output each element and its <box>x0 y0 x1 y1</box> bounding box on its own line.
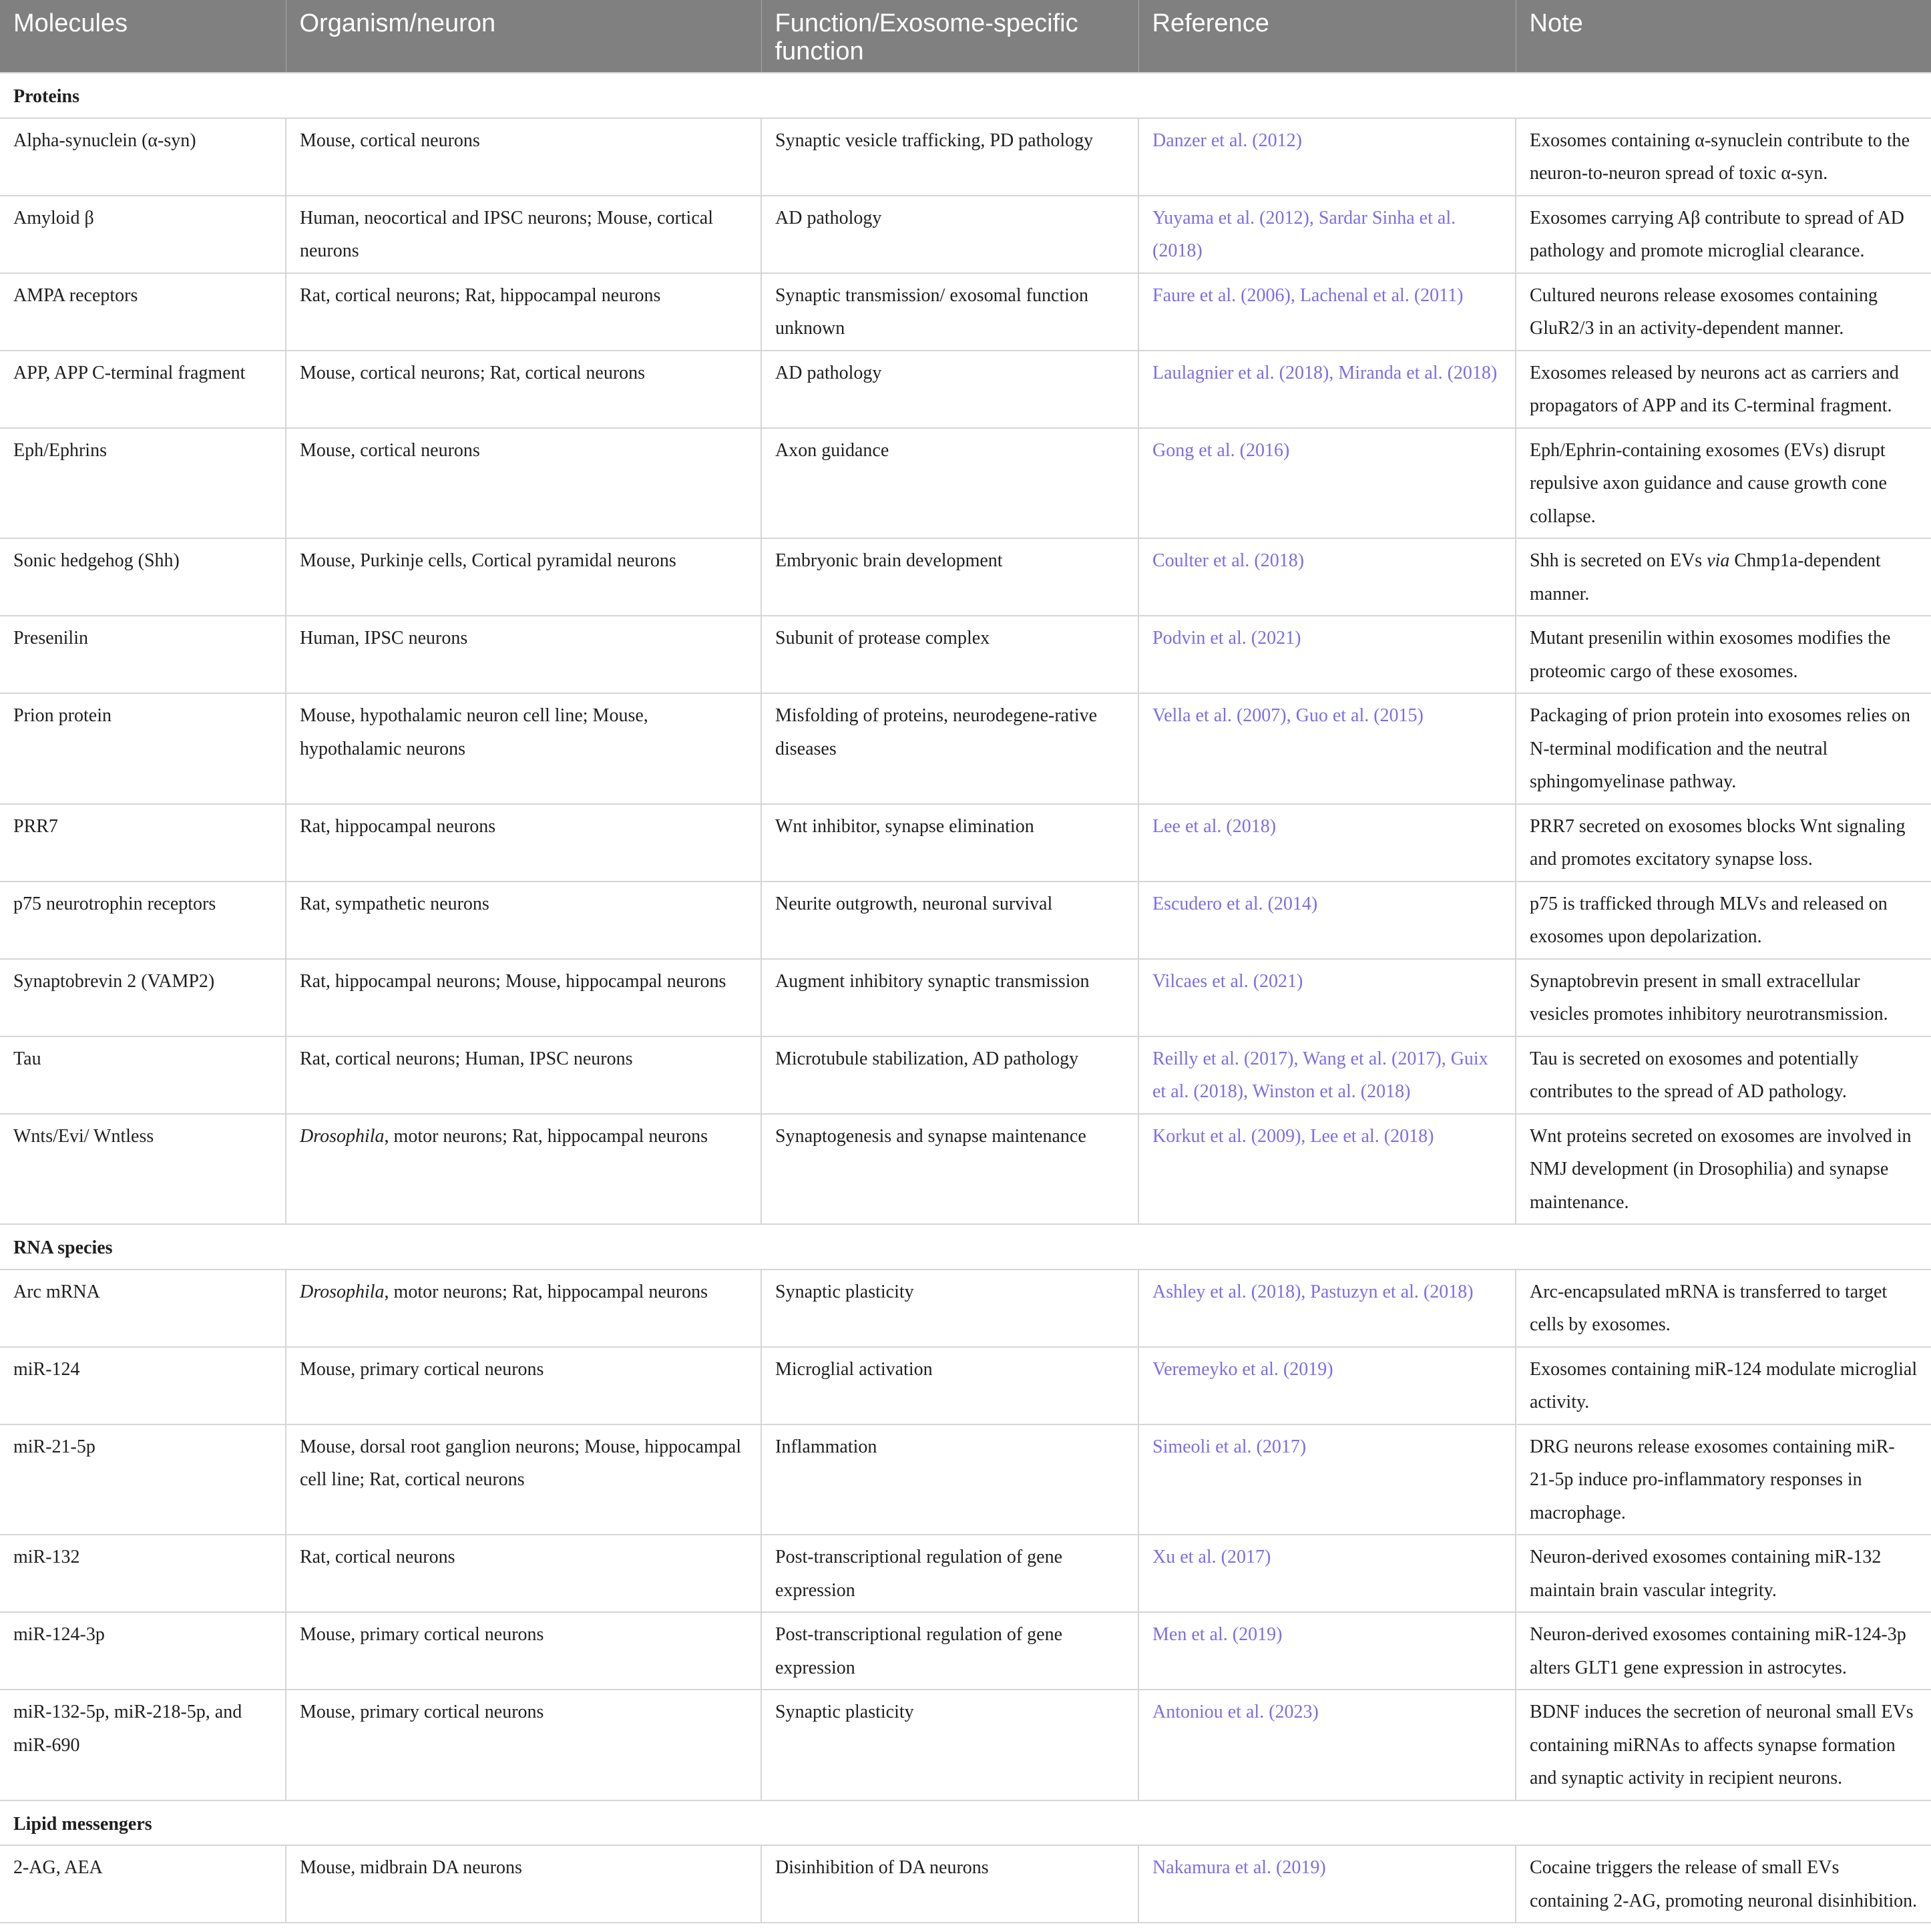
table-row <box>0 118 1931 196</box>
organism-text: Rat, cortical neurons <box>300 1547 455 1567</box>
function-cell: Misfolding of proteins, neurodegene-rative diseases <box>761 693 1138 804</box>
molecule-cell: Amyloid β <box>0 196 286 273</box>
table-body <box>0 73 1931 1923</box>
table-row <box>0 1347 1931 1424</box>
note-cell <box>1516 351 1931 428</box>
organism-text: Rat, cortical neurons; Human, IPSC neurons <box>300 1048 633 1069</box>
note-cell <box>1516 1036 1931 1114</box>
organism-cell <box>286 351 761 428</box>
table-row <box>0 693 1931 804</box>
organism-text: Mouse, primary cortical neurons <box>300 1358 544 1380</box>
reference-link[interactable]: Laulagnier et al. (2018), Miranda et al. (2018) <box>1152 362 1498 383</box>
reference-cell <box>1138 693 1516 804</box>
molecule-cell: p75 neurotrophin receptors <box>0 882 286 959</box>
organism-cell <box>286 118 761 196</box>
table-row <box>0 882 1931 959</box>
note-cell <box>1516 693 1931 804</box>
reference-link[interactable]: Lee et al. (2018) <box>1152 815 1277 837</box>
note-text: Eph/Ephrin-containing exosomes (EVs) disrupt repulsive axon guidance and cause growth cone collapse. <box>1530 439 1887 527</box>
organism-text: Mouse, cortical neurons <box>300 130 480 151</box>
organism-cell <box>286 882 761 959</box>
reference-cell <box>1138 538 1516 616</box>
function-cell: AD pathology <box>761 196 1138 273</box>
section-title: Proteins <box>0 73 1931 118</box>
reference-cell <box>1138 1270 1516 1347</box>
note-text: via <box>1707 550 1730 571</box>
header-molecules: Molecules <box>0 0 286 73</box>
reference-cell <box>1138 118 1516 196</box>
function-cell: Wnt inhibitor, synapse elimination <box>761 804 1138 882</box>
reference-cell <box>1138 273 1516 351</box>
function-cell: Post-transcriptional regulation of gene expression <box>761 1535 1138 1612</box>
function-cell: Augment inhibitory synaptic transmission <box>761 959 1138 1036</box>
organism-text: Rat, sympathetic neurons <box>300 893 489 914</box>
reference-cell <box>1138 428 1516 539</box>
molecule-cell: Eph/Ephrins <box>0 428 286 539</box>
reference-link[interactable]: Sardar Sinha et al. (2018) <box>1152 207 1456 261</box>
header-row <box>0 0 1931 73</box>
molecule-cell: Presenilin <box>0 616 286 693</box>
table-row <box>0 351 1931 428</box>
organism-text: Rat, cortical neurons; Rat, hippocampal neurons <box>300 284 661 306</box>
table-row <box>0 1270 1931 1347</box>
reference-link[interactable]: Korkut et al. (2009), Lee et al. (2018) <box>1152 1125 1434 1147</box>
reference-link[interactable]: Vilcaes et al. (2021) <box>1152 970 1303 992</box>
note-cell <box>1516 882 1931 959</box>
function-cell: Synaptic plasticity <box>761 1690 1138 1800</box>
molecule-cell: miR-132 <box>0 1535 286 1612</box>
reference-separator: , <box>1293 1048 1303 1069</box>
section-title: RNA species <box>0 1224 1931 1270</box>
note-text: Packaging of prion protein into exosomes relies on N-terminal modification and the neutral sphingomyelinase pathway. <box>1530 705 1910 792</box>
note-text: Exosomes released by neurons act as carriers and propagators of APP and its C-terminal fragment. <box>1530 362 1899 416</box>
function-cell: Post-transcriptional regulation of gene expression <box>761 1612 1138 1690</box>
organism-cell <box>286 1612 761 1690</box>
organism-cell <box>286 1036 761 1114</box>
header-reference: Reference <box>1138 0 1516 73</box>
organism-text: Drosophila <box>300 1125 385 1147</box>
reference-link[interactable]: Ashley et al. (2018), Pastuzyn et al. (2018) <box>1152 1281 1474 1302</box>
reference-link[interactable]: Yuyama et al. (2012) <box>1152 207 1309 228</box>
reference-link[interactable]: Reilly et al. (2017) <box>1152 1048 1294 1069</box>
organism-cell <box>286 616 761 693</box>
table-row <box>0 538 1931 616</box>
header-note: Note <box>1516 0 1931 73</box>
note-text: Exosomes containing miR-124 modulate microglial activity. <box>1530 1358 1918 1412</box>
reference-cell <box>1138 1690 1516 1800</box>
note-cell <box>1516 196 1931 273</box>
reference-cell <box>1138 959 1516 1036</box>
organism-cell <box>286 959 761 1036</box>
organism-cell <box>286 428 761 539</box>
note-cell <box>1516 959 1931 1036</box>
organism-text: Mouse, Purkinje cells, Cortical pyramidal neurons <box>300 550 676 571</box>
reference-cell <box>1138 1036 1516 1114</box>
note-text: p75 is trafficked through MLVs and released on exosomes upon depolarization. <box>1530 893 1888 947</box>
reference-separator: , <box>1441 1048 1451 1069</box>
organism-text: Mouse, midbrain DA neurons <box>300 1857 522 1878</box>
function-cell: Synaptic vesicle trafficking, PD pathology <box>761 118 1138 196</box>
organism-text: Human, neocortical and IPSC neurons; Mouse, cortical neurons <box>300 207 713 261</box>
function-cell: Embryonic brain development <box>761 538 1138 616</box>
note-cell <box>1516 118 1931 196</box>
organism-text: Mouse, hypothalamic neuron cell line; Mouse, hypothalamic neurons <box>300 705 648 759</box>
note-cell <box>1516 428 1931 539</box>
organism-text: Rat, hippocampal neurons; Mouse, hippocampal neurons <box>300 970 726 992</box>
organism-cell <box>286 196 761 273</box>
note-text: Shh is secreted on EVs <box>1530 550 1707 571</box>
note-text: PRR7 secreted on exosomes blocks Wnt signaling and promotes excitatory synapse loss. <box>1530 815 1906 870</box>
table-row <box>0 428 1931 539</box>
reference-separator: , <box>1243 1081 1253 1102</box>
organism-cell <box>286 538 761 616</box>
note-cell <box>1516 1845 1931 1923</box>
molecule-cell: Synaptobrevin 2 (VAMP2) <box>0 959 286 1036</box>
note-cell <box>1516 1612 1931 1690</box>
reference-link[interactable]: Nakamura et al. (2019) <box>1152 1857 1326 1878</box>
table-row <box>0 616 1931 693</box>
note-text: Exosomes containing α-synuclein contribute to the neuron-to-neuron spread of toxic α-syn. <box>1530 130 1910 184</box>
reference-cell <box>1138 616 1516 693</box>
reference-cell <box>1138 1845 1516 1923</box>
note-text: Neuron-derived exosomes containing miR-132 maintain brain vascular integrity. <box>1530 1547 1882 1601</box>
table-row <box>0 1424 1931 1535</box>
note-cell <box>1516 1535 1931 1612</box>
reference-link[interactable]: Gong et al. (2016) <box>1152 439 1290 461</box>
note-text: Cocaine triggers the release of small EVs containing 2-AG, promoting neuronal disinhibition. <box>1530 1857 1918 1911</box>
note-text: DRG neurons release exosomes containing miR-21-5p induce pro-inflammatory responses in macrophage. <box>1530 1436 1895 1523</box>
table-row <box>0 1612 1931 1690</box>
function-cell: Synaptic plasticity <box>761 1270 1138 1347</box>
molecule-cell: PRR7 <box>0 804 286 882</box>
section-row <box>0 1800 1931 1846</box>
note-text: Tau is secreted on exosomes and potentially contributes to the spread of AD pathology. <box>1530 1048 1859 1102</box>
note-cell <box>1516 1690 1931 1800</box>
reference-separator: , <box>1309 207 1319 228</box>
organism-cell <box>286 1845 761 1923</box>
table-row <box>0 804 1931 882</box>
note-text: Synaptobrevin present in small extracellular vesicles promotes inhibitory neurotransmission. <box>1530 970 1888 1024</box>
note-text: BDNF induces the secretion of neuronal small EVs containing miRNAs to affects synapse formation and synaptic activity in recipient neurons. <box>1530 1702 1914 1788</box>
organism-text: Human, IPSC neurons <box>300 628 468 648</box>
molecule-cell: miR-132-5p, miR-218-5p, and miR-690 <box>0 1690 286 1800</box>
note-cell <box>1516 273 1931 351</box>
note-text: Chmp1a-dependent manner. <box>1530 550 1881 604</box>
note-cell <box>1516 1114 1931 1225</box>
reference-link[interactable]: Antoniou et al. (2023) <box>1152 1702 1319 1722</box>
molecule-cell: 2-AG, AEA <box>0 1845 286 1923</box>
reference-link[interactable]: Men et al. (2019) <box>1152 1624 1283 1645</box>
note-text: Wnt proteins secreted on exosomes are involved in NMJ development (in Drosophilia) and synapse maintenance. <box>1530 1125 1912 1213</box>
function-cell: Synaptic transmission/ exosomal function unknown <box>761 273 1138 351</box>
header-organism-neuron: Organism/neuron <box>286 0 761 73</box>
reference-separator: , <box>1286 705 1296 726</box>
molecule-cell: miR-21-5p <box>0 1424 286 1535</box>
organism-cell <box>286 1690 761 1800</box>
organism-text: Mouse, cortical neurons <box>300 439 480 461</box>
function-cell: Microglial activation <box>761 1347 1138 1424</box>
note-text: Neuron-derived exosomes containing miR-124-3p alters GLT1 gene expression in astrocytes. <box>1530 1624 1906 1678</box>
function-cell: Inflammation <box>761 1424 1138 1535</box>
molecule-cell: Tau <box>0 1036 286 1114</box>
reference-link[interactable]: Xu et al. (2017) <box>1152 1547 1271 1567</box>
reference-link[interactable]: Guo et al. (2015) <box>1295 705 1424 726</box>
reference-cell <box>1138 1424 1516 1535</box>
molecule-cell: AMPA receptors <box>0 273 286 351</box>
note-cell <box>1516 1424 1931 1535</box>
molecule-cell: Alpha-synuclein (α-syn) <box>0 118 286 196</box>
reference-cell <box>1138 1114 1516 1225</box>
table-header <box>0 0 1931 73</box>
section-title: Lipid messengers <box>0 1800 1931 1846</box>
table-row <box>0 959 1931 1036</box>
header-function: Function/Exosome-specific function <box>761 0 1138 73</box>
organism-text: Mouse, primary cortical neurons <box>300 1702 544 1722</box>
reference-link[interactable]: Winston et al. (2018) <box>1252 1081 1411 1102</box>
reference-link[interactable]: Podvin et al. (2021) <box>1152 628 1301 648</box>
organism-cell <box>286 693 761 804</box>
reference-cell <box>1138 196 1516 273</box>
reference-link[interactable]: Guix et al. (2018) <box>1152 1048 1488 1102</box>
organism-text: , motor neurons; Rat, hippocampal neurons <box>384 1281 708 1302</box>
organism-text: Mouse, cortical neurons; Rat, cortical neurons <box>300 362 646 383</box>
reference-link[interactable]: Faure et al. (2006), Lachenal et al. (2011) <box>1152 284 1464 306</box>
organism-text: Mouse, dorsal root ganglion neurons; Mouse, hippocampal cell line; Rat, cortical neurons <box>300 1436 742 1490</box>
note-text: Exosomes carrying Aβ contribute to spread of AD pathology and promote microglial clearance. <box>1530 207 1904 261</box>
molecule-cell: Wnts/Evi/ Wntless <box>0 1114 286 1225</box>
note-cell <box>1516 538 1931 616</box>
organism-cell <box>286 273 761 351</box>
organism-cell <box>286 1270 761 1347</box>
note-text: Arc-encapsulated mRNA is transferred to target cells by exosomes. <box>1530 1281 1888 1335</box>
function-cell: Disinhibition of DA neurons <box>761 1845 1138 1923</box>
reference-link[interactable]: Coulter et al. (2018) <box>1152 550 1305 571</box>
reference-cell <box>1138 351 1516 428</box>
table-row <box>0 1845 1931 1923</box>
organism-cell <box>286 1347 761 1424</box>
reference-link[interactable]: Danzer et al. (2012) <box>1152 130 1302 151</box>
organism-cell <box>286 804 761 882</box>
reference-cell <box>1138 1535 1516 1612</box>
organism-text: Drosophila <box>300 1281 385 1302</box>
reference-cell <box>1138 804 1516 882</box>
note-text: Cultured neurons release exosomes containing GluR2/3 in an activity-dependent manner. <box>1530 284 1878 339</box>
function-cell: Subunit of protease complex <box>761 616 1138 693</box>
organism-cell <box>286 1424 761 1535</box>
table-row <box>0 273 1931 351</box>
table-row <box>0 1690 1931 1800</box>
table-row <box>0 196 1931 273</box>
organism-text: Rat, hippocampal neurons <box>300 815 496 837</box>
function-cell: Neurite outgrowth, neuronal survival <box>761 882 1138 959</box>
reference-link[interactable]: Wang et al. (2017) <box>1303 1048 1442 1069</box>
reference-cell <box>1138 1347 1516 1424</box>
section-row <box>0 73 1931 118</box>
reference-link[interactable]: Veremeyko et al. (2019) <box>1152 1358 1333 1380</box>
function-cell: Axon guidance <box>761 428 1138 539</box>
organism-cell <box>286 1114 761 1225</box>
table-row <box>0 1036 1931 1114</box>
function-cell: Synaptogenesis and synapse maintenance <box>761 1114 1138 1225</box>
molecule-cell: miR-124 <box>0 1347 286 1424</box>
reference-cell <box>1138 1612 1516 1690</box>
note-cell <box>1516 1347 1931 1424</box>
function-cell: Microtubule stabilization, AD pathology <box>761 1036 1138 1114</box>
organism-text: Mouse, primary cortical neurons <box>300 1624 544 1645</box>
note-cell <box>1516 804 1931 882</box>
note-text: Mutant presenilin within exosomes modifies the proteomic cargo of these exosomes. <box>1530 628 1891 682</box>
note-cell <box>1516 616 1931 693</box>
reference-link[interactable]: Simeoli et al. (2017) <box>1152 1436 1307 1457</box>
molecule-cell: Sonic hedgehog (Shh) <box>0 538 286 616</box>
molecule-cell: miR-124-3p <box>0 1612 286 1690</box>
table-row <box>0 1114 1931 1225</box>
organism-cell <box>286 1535 761 1612</box>
section-row <box>0 1224 1931 1270</box>
molecule-cell: Arc mRNA <box>0 1270 286 1347</box>
reference-cell <box>1138 882 1516 959</box>
molecule-cell: Prion protein <box>0 693 286 804</box>
reference-link[interactable]: Vella et al. (2007) <box>1152 705 1287 726</box>
reference-link[interactable]: Escudero et al. (2014) <box>1152 893 1318 914</box>
organism-text: , motor neurons; Rat, hippocampal neurons <box>384 1125 708 1147</box>
function-cell: AD pathology <box>761 351 1138 428</box>
molecule-cell: APP, APP C-terminal fragment <box>0 351 286 428</box>
note-cell <box>1516 1270 1931 1347</box>
table-row <box>0 1535 1931 1612</box>
